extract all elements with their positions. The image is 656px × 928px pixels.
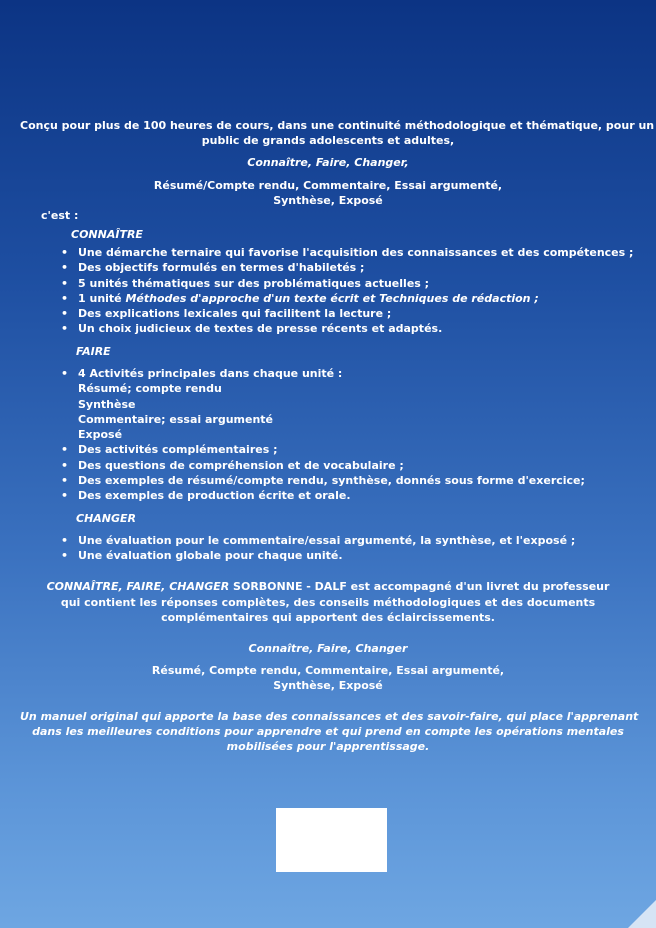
- bullet-glyph: •: [61, 489, 69, 503]
- closing-line-3: mobilisées pour l'apprentissage.: [226, 740, 430, 753]
- intro-line-2: public de grands adolescents et adultes,: [201, 134, 455, 147]
- bullet-glyph: •: [61, 261, 69, 275]
- activity-item: [61, 397, 585, 412]
- list-item: [61, 442, 585, 457]
- bullet-glyph: •: [61, 246, 69, 259]
- list-item: [61, 458, 585, 473]
- outro-subtitle-1: Résumé, Compte rendu, Commentaire, Essai argumenté,: [151, 664, 505, 677]
- accompagne-line-1: [20, 579, 636, 594]
- list-item-text: Des exemples de résumé/compte rendu, synthèse, donnés sous forme d'exercice;: [78, 474, 585, 488]
- outro-subtitle-2: Synthèse, Exposé: [273, 679, 383, 692]
- list-item-text: Des objectifs formulés en termes d'habiletés ;: [78, 261, 365, 275]
- list-item-text: Des explications lexicales qui facilitent la lecture ;: [78, 307, 392, 321]
- unit-methods-title: Méthodes d'approche d'un texte écrit et Techniques de rédaction ;: [125, 291, 539, 305]
- list-item: [61, 245, 633, 260]
- list-item-text: Une démarche ternaire qui favorise l'acquisition des connaissances et des compétences ;: [78, 246, 634, 259]
- outro-title: Connaître, Faire, Changer: [248, 642, 408, 655]
- bullet-glyph: •: [61, 443, 69, 457]
- page-corner-fold: [628, 900, 656, 928]
- connaitre-list: [61, 245, 633, 337]
- intro-subtitle-2: Synthèse, Exposé: [273, 194, 383, 207]
- intro-subtitle-1: Résumé/Compte rendu, Commentaire, Essai argumenté,: [153, 179, 503, 192]
- list-item-text: Des exemples de production écrite et orale.: [78, 489, 351, 503]
- faire-list: [61, 366, 585, 504]
- closing-line-2: dans les meilleures conditions pour apprendre et qui prend en compte les opérations mentales: [32, 725, 624, 738]
- activities-label: 4 Activités principales dans chaque unité :: [78, 367, 343, 380]
- list-item-text: Une évaluation pour le commentaire/essai argumenté, la synthèse, et l'exposé ;: [78, 534, 576, 547]
- intro-title: Connaître, Faire, Changer,: [247, 156, 409, 169]
- list-item-text: Des activités complémentaires ;: [78, 443, 278, 457]
- activity-item: [61, 412, 585, 427]
- list-item-text: Des questions de compréhension et de vocabulaire ;: [78, 458, 404, 472]
- activity-text: Exposé: [78, 428, 123, 442]
- list-item: [61, 321, 633, 336]
- book-title-caps: CONNAÎTRE, FAIRE, CHANGER: [46, 580, 230, 593]
- bullet-glyph: •: [61, 291, 69, 305]
- bullet-glyph: •: [61, 276, 69, 290]
- activity-text: Commentaire; essai argumenté: [78, 412, 274, 426]
- list-item-text: Un choix judicieux de textes de presse récents et adaptés.: [78, 322, 443, 336]
- list-item-text: Une évaluation globale pour chaque unité.: [78, 549, 343, 563]
- intro-line-1: Conçu pour plus de 100 heures de cours, dans une continuité méthodologique et thématique, pour un: [20, 119, 655, 132]
- unit-prefix: 1 unité: [78, 291, 126, 305]
- closing-line-1: Un manuel original qui apporte la base des connaissances et des savoir-faire, qui place l'apprenant: [20, 710, 639, 723]
- bullet-glyph: •: [61, 307, 69, 321]
- list-item: [61, 291, 633, 306]
- accompagne-line-1-rest: SORBONNE - DALF est accompagné d'un livret du professeur: [229, 580, 610, 593]
- list-item: [61, 276, 633, 291]
- list-item: [61, 473, 585, 488]
- activity-item: [61, 427, 585, 442]
- barcode-placeholder: [276, 808, 387, 872]
- list-item: [61, 488, 585, 503]
- list-item: [61, 366, 585, 381]
- list-item: [61, 260, 633, 275]
- list-item: [61, 306, 633, 321]
- bullet-glyph: •: [61, 474, 69, 488]
- activity-text: Synthèse: [78, 397, 136, 411]
- bullet-glyph: •: [61, 534, 69, 547]
- cest-label: c'est :: [41, 209, 79, 222]
- list-item-text: 5 unités thématiques sur des problématiques actuelles ;: [78, 276, 430, 290]
- changer-heading: CHANGER: [76, 512, 137, 525]
- activity-text: Résumé; compte rendu: [78, 382, 222, 396]
- list-item: [61, 548, 575, 563]
- bullet-glyph: •: [61, 367, 69, 380]
- faire-heading: FAIRE: [76, 345, 111, 358]
- accompagne-line-2: qui contient les réponses complètes, des conseils méthodologiques et des documents: [60, 596, 596, 609]
- bullet-glyph: •: [61, 549, 69, 563]
- changer-list: [61, 533, 575, 564]
- bullet-glyph: •: [61, 458, 69, 472]
- activity-item: [61, 381, 585, 396]
- bullet-glyph: •: [61, 322, 69, 336]
- list-item: [61, 533, 575, 548]
- accompagne-line-3: complémentaires qui apportent des éclaircissements.: [161, 611, 495, 624]
- connaitre-heading: CONNAÎTRE: [71, 228, 143, 241]
